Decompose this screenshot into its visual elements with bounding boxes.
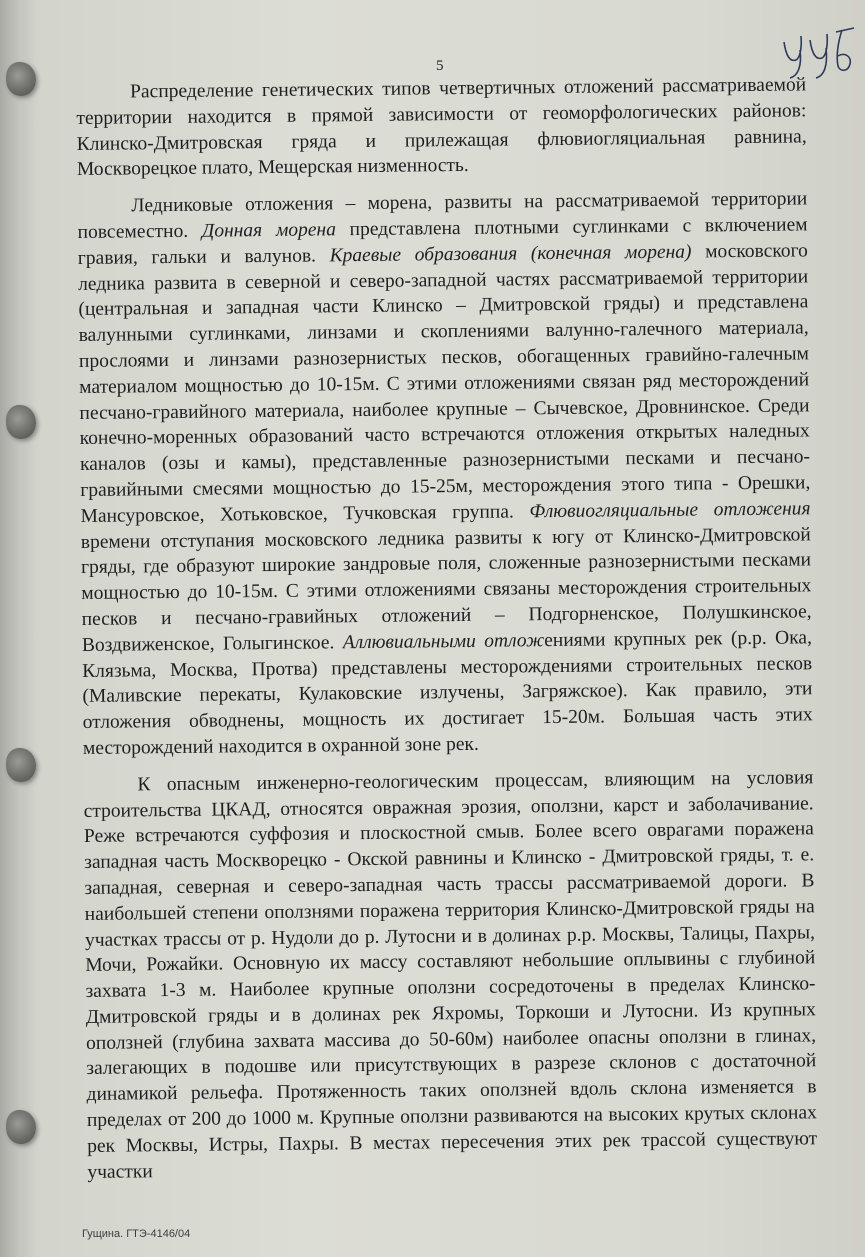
- page-number: 5: [436, 58, 444, 74]
- binding-ring: [6, 405, 36, 439]
- binding-ring: [6, 748, 36, 782]
- footer-doc-id: Гущина. ГТЭ-4146/04: [82, 1228, 191, 1240]
- paragraph-3: К опасным инженерно-геологическим процессам, влияющим на условия строительства ЦКАД, относятся овражная эрозия, оползни, карст и заболачивание. Реже встречаются суффозия и плоскостной смыв. Более всего оврагами поражена западная часть Москворецко - Окской равнины и Клинско - Дмитровской гряды, т. е. западная, северная и северо-западная часть трассы рассматриваемой дороги. В наибольшей степени оползнями поражена территория Клинско-Дмитровской гряды на участках трассы от р. Нудоли до р. Лутосни и в долинах р.р. Москвы, Талицы, Пахры, Мочи, Рожайки. Основную их массу составляют небольшие оплывины с глубиной захвата 1-3 м. Наиболее крупные оползни сосредоточены в пределах Клинско-Дмитровской гряды и в долинах рек Яхромы, Торкоши и Лутосни. Из крупных оползней (глубина захвата массива до 50-60м) наиболее опасны оползни в глинах, залегающих в подошве или присутствующих в разрезе склонов с достаточной динамикой рельефа. Протяженность таких оползней вдоль склона изменяется в пределах от 200 до 1000 м. Крупные оползни развиваются на высоких крутых склонах рек Москвы, Истры, Пахры. В местах пересечения этих рек трассой существуют участки: [83, 767, 818, 1183]
- binding-ring: [6, 1110, 36, 1144]
- binding-edge: [0, 0, 34, 1257]
- paragraph-1: Распределение генетических типов четвертичных отложений рассматриваемой территории находится в прямой зависимости от геоморфологических районов: Клинско-Дмитровская гряда и прилежащая флювиогляциальная равнина, Москворецкое плато, Мещерская низменность.: [76, 74, 807, 181]
- binding-ring: [6, 62, 36, 96]
- body-text: [76, 72, 818, 1185]
- paragraph-2: Ледниковые отложения – морена, развиты на рассматриваемой территории повсеместно. Донная морена представлена плотными суглинками с включением гравия, гальки и валунов. Краевые образования (конечная морена) московского ледника развита в северной и северо-западной частях рассматриваемой территории (центральная и западная части Клинско – Дмитровской гряды) и представлена валунными суглинками, линзами и скоплениями валунно-галечного материала, прослоями и линзами разнозернистых песков, обогащенных гравийно-галечным материалом мощностью до 10-15м. С этими отложениями связан ряд месторождений песчано-гравийного материала, наиболее крупные – Сычевское, Дровнинское. Среди конечно-моренных образований часто встречаются отложения открытых наледных каналов (озы и камы), представленные разнозернистыми песками и песчано-гравийными смесями мощностью до 15-25м, месторождения этого типа - Орешки, Мансуровское, Хотьковское, Тучковская группа. Флювиогляциальные отложения времени отступания московского ледника развиты к югу от Клинско-Дмитровской гряды, где образуют широкие зандровые поля, сложенные разнозернистыми песками мощностью до 10-15м. С этими отложениями связаны месторождения строительных песков и песчано-гравийных отложений – Подгорненское, Полушкинское, Воздвиженское, Голыгинское. Аллювиальными отложениями крупных рек (р.р. Ока, Клязьма, Москва, Протва) представлены месторождениями строительных песков (Маливские перекаты, Кулаковские излучены, Загряжское). Как правило, эти отложения обводнены, мощность их достигает 15-20м. Большая часть этих месторождений находится в охранной зоне рек.: [77, 188, 813, 759]
